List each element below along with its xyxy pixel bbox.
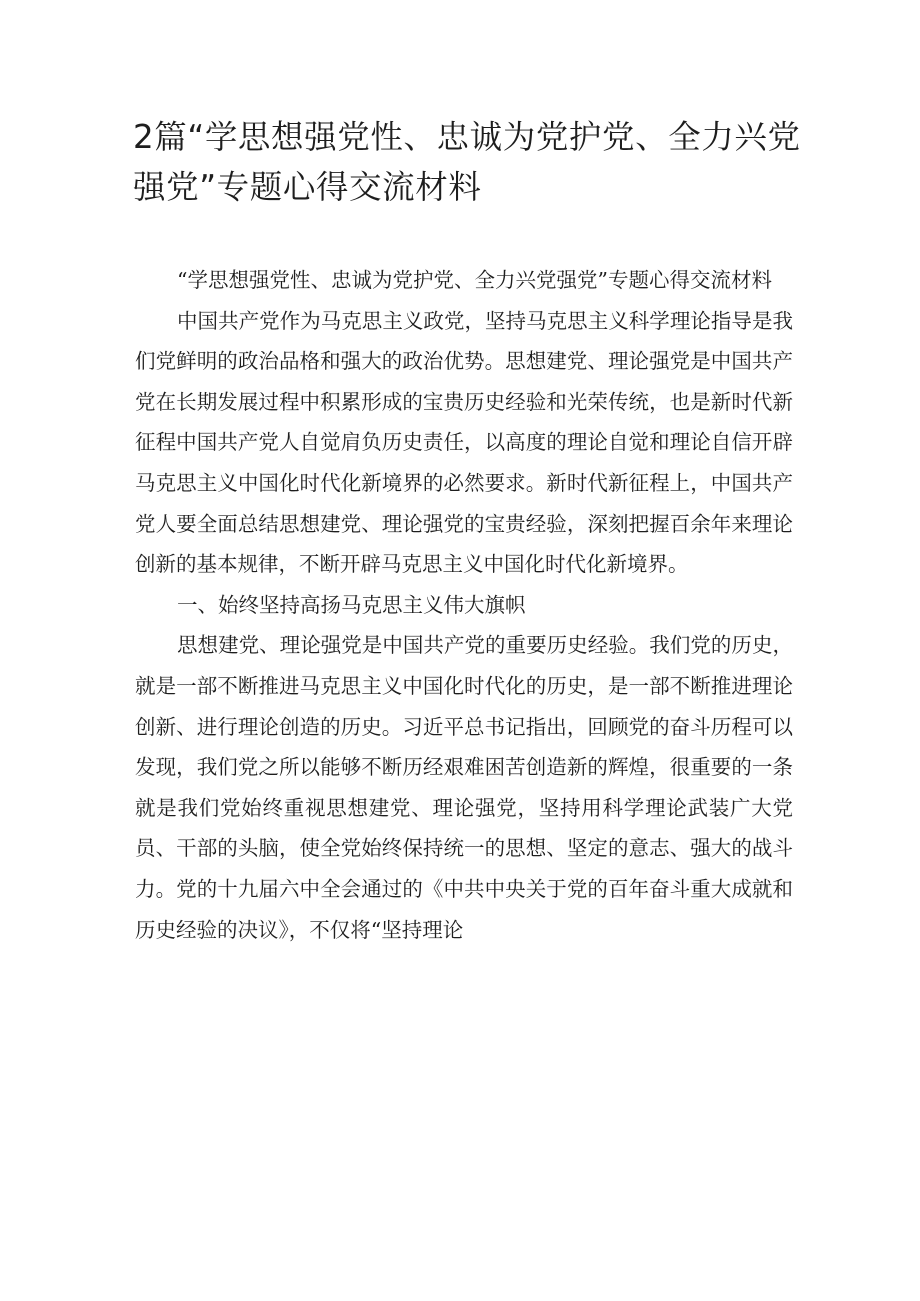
- paragraph-intro: 中国共产党作为马克思主义政党，坚持马克思主义科学理论指导是我们党鲜明的政治品格和强大的政治优势。思想建党、理论强党是中国共产党在长期发展过程中积累形成的宝贵历史经验和光荣传统，也是新时代新征程中国共产党人自觉肩负历史责任，以高度的理论自觉和理论自信开辟马克思主义中国化时代化新境界的必然要求。新时代新征程上，中国共产党人要全面总结思想建党、理论强党的宝贵经验，深刻把握百余年来理论创新的基本规律，不断开辟马克思主义中国化时代化新境界。: [135, 308, 793, 577]
- document-body: [135, 260, 793, 950]
- document-title: 2篇“学思想强党性、忠诚为党护党、全力兴党强党”专题心得交流材料: [133, 118, 801, 206]
- section-heading: 一、始终坚持高扬马克思主义伟大旗帜: [177, 592, 526, 617]
- paragraph-section-1: 思想建党、理论强党是中国共产党的重要历史经验。我们党的历史，就是一部不断推进马克思主义中国化时代化的历史，是一部不断推进理论创新、进行理论创造的历史。习近平总书记指出，回顾党的奋斗历程可以发现，我们党之所以能够不断历经艰难困苦创造新的辉煌，很重要的一条就是我们党始终重视思想建党、理论强党，坚持用科学理论武装广大党员、干部的头脑，使全党始终保持统一的思想、坚定的意志、强大的战斗力。党的十九届六中全会通过的《中共中央关于党的百年奋斗重大成就和历史经验的决议》，不仅将“坚持理论: [135, 633, 793, 942]
- document-subtitle: “学思想强党性、忠诚为党护党、全力兴党强党”专题心得交流材料: [177, 268, 772, 292]
